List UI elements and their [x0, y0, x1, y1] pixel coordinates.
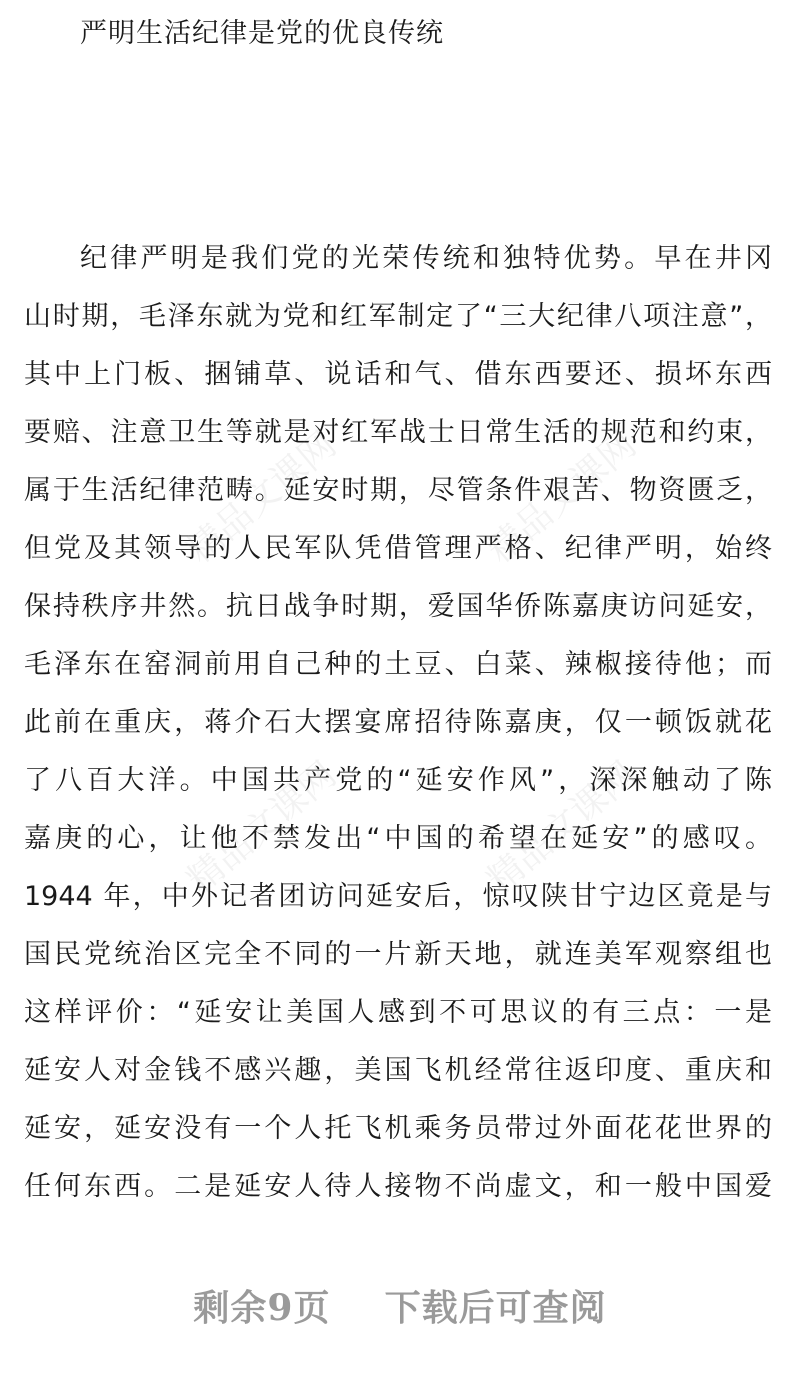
download-to-view-text: 下载后可查阅: [384, 1287, 607, 1329]
paragraph-line: 延安人对金钱不感兴趣，美国飞机经常往返印度、重庆和: [24, 1055, 772, 1086]
watermark: 精品文课网: [179, 424, 345, 572]
paragraph-line: 属于生活纪律范畴。延安时期，尽管条件艰苦、物资匮乏，: [24, 475, 772, 506]
paragraph-line: 要赔、注意卫生等就是对红军战士日常生活的规范和约束，: [24, 417, 772, 448]
paragraph-line: 国民党统治区完全不同的一片新天地，就连美军观察组也: [24, 939, 772, 970]
paragraph-line: 此前在重庆，蒋介石大摆宴席招待陈嘉庚，仅一顿饭就花: [24, 707, 772, 738]
download-banner[interactable]: [0, 1280, 800, 1331]
remaining-pages-text: 剩余9页: [193, 1287, 331, 1329]
paragraph-line: 山时期，毛泽东就为党和红军制定了“三大纪律八项注意”，: [24, 301, 772, 332]
paragraph-line: 延安，延安没有一个人托飞机乘务员带过外面花花世界的: [24, 1113, 772, 1144]
paragraph-line: 其中上门板、捆铺草、说话和气、借东西要还、损坏东西: [24, 359, 772, 390]
paragraph-line: 任何东西。二是延安人待人接物不尚虚文，和一般中国爱: [24, 1171, 772, 1202]
paragraph-line: 了八百大洋。中国共产党的“延安作风”，深深触动了陈: [24, 765, 772, 796]
paragraph-line: 毛泽东在窑洞前用自己种的土豆、白菜、辣椒接待他；而: [24, 649, 772, 680]
paragraph-line: 纪律严明是我们党的光荣传统和独特优势。早在井冈: [80, 243, 772, 274]
watermark: 精品文课网: [179, 754, 345, 902]
document-title: 严明生活纪律是党的优良传统: [80, 18, 444, 49]
paragraph-line: 保持秩序井然。抗日战争时期，爱国华侨陈嘉庚访问延安，: [24, 591, 772, 622]
watermark: 精品文课网: [479, 754, 645, 902]
watermark: 精品文课网: [479, 424, 645, 572]
paragraph-line: 但党及其领导的人民军队凭借管理严格、纪律严明，始终: [24, 533, 772, 564]
paragraph-line: 这样评价：“延安让美国人感到不可思议的有三点：一是: [24, 997, 772, 1028]
paragraph-line: 1944 年，中外记者团访问延安后，惊叹陕甘宁边区竟是与: [24, 881, 772, 912]
paragraph-line: 嘉庚的心，让他不禁发出“中国的希望在延安”的感叹。: [24, 823, 772, 854]
